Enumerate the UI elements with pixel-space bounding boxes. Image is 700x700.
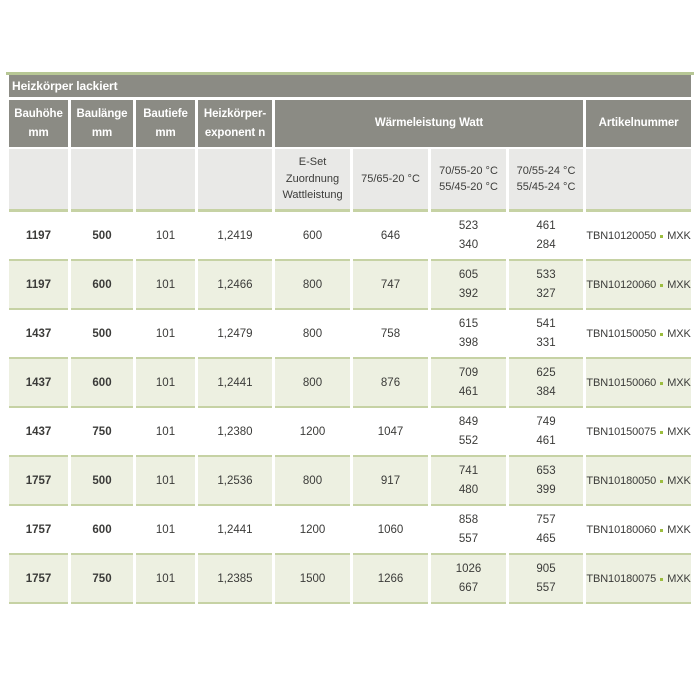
cell-exponent: 1,2466 [198, 259, 272, 308]
subheader-7055-24 [509, 147, 583, 209]
watt-value-top: 757 [536, 514, 556, 527]
watt-value-top: 749 [536, 416, 556, 429]
watt-value-bottom: 480 [458, 483, 479, 496]
subheader-eset-line3: Wattleistung [282, 189, 343, 202]
watt-value-top: 1026 [455, 563, 482, 576]
cell-exponent: 1,2380 [198, 406, 272, 455]
cell-watt-7055-20 [431, 504, 506, 553]
col-header-bautiefe-line2: mm [155, 126, 176, 139]
spec-table [6, 75, 694, 604]
cell-artikelnummer [586, 209, 691, 259]
cell-bautiefe: 101 [136, 406, 195, 455]
watt-value-bottom: 465 [536, 532, 556, 545]
cell-artikelnummer [586, 308, 691, 357]
artikel-suffix: MXK [667, 474, 691, 487]
subheader-eset-line1: E-Set [298, 156, 327, 169]
table-body [9, 209, 691, 604]
cell-watt-7055-24 [509, 308, 583, 357]
table-row [9, 308, 691, 357]
subheader-eset-line2: Zuordnung [285, 172, 340, 185]
cell-eset-wattleistung: 1500 [275, 553, 350, 604]
table-title: Heizkörper lackiert [9, 75, 691, 97]
green-dot-separator [660, 333, 663, 336]
cell-exponent: 1,2441 [198, 357, 272, 406]
column-header-row [9, 97, 691, 147]
table-row [9, 259, 691, 308]
cell-eset-wattleistung: 800 [275, 357, 350, 406]
cell-baulaenge: 600 [71, 504, 133, 553]
cell-watt-7055-20 [431, 209, 506, 259]
col-header-baulaenge-line2: mm [91, 126, 113, 139]
watt-value-bottom: 461 [458, 385, 479, 398]
watt-value-bottom: 552 [458, 434, 479, 447]
cell-exponent: 1,2536 [198, 455, 272, 504]
cell-artikelnummer [586, 357, 691, 406]
cell-eset-wattleistung: 600 [275, 209, 350, 259]
subheader-7055-20-line1: 70/55-20 °C [439, 164, 498, 177]
subheader-7055-20 [431, 147, 506, 209]
green-dot-separator [660, 235, 663, 238]
watt-value-bottom: 667 [458, 581, 479, 594]
watt-value-bottom: 340 [458, 238, 479, 251]
cell-bautiefe: 101 [136, 553, 195, 604]
cell-watt-7055-20 [431, 357, 506, 406]
cell-watt-7055-20 [431, 406, 506, 455]
cell-bauhoehe: 1437 [9, 406, 68, 455]
cell-watt-7565: 1266 [353, 553, 428, 604]
cell-watt-7055-20 [431, 455, 506, 504]
cell-artikelnummer [586, 553, 691, 604]
artikel-code: TBN10150060 [586, 376, 657, 389]
cell-artikelnummer [586, 406, 691, 455]
cell-watt-7565: 1047 [353, 406, 428, 455]
watt-value-top: 905 [536, 563, 556, 576]
cell-watt-7565: 747 [353, 259, 428, 308]
artikel-suffix: MXK [667, 278, 691, 291]
green-dot-separator [660, 284, 663, 287]
col-header-bauhoehe [9, 97, 68, 147]
cell-artikelnummer [586, 504, 691, 553]
subheader-spacer-bauhoehe [9, 147, 68, 209]
cell-bautiefe: 101 [136, 504, 195, 553]
cell-watt-7565: 1060 [353, 504, 428, 553]
watt-value-bottom: 331 [536, 336, 556, 349]
watt-value-top: 741 [458, 465, 479, 478]
cell-bautiefe: 101 [136, 308, 195, 357]
cell-baulaenge: 750 [71, 553, 133, 604]
watt-value-top: 858 [458, 514, 479, 527]
table-row [9, 455, 691, 504]
watt-value-top: 523 [458, 220, 479, 233]
cell-bautiefe: 101 [136, 209, 195, 259]
watt-value-bottom: 461 [536, 434, 556, 447]
artikel-suffix: MXK [667, 572, 691, 585]
cell-exponent: 1,2479 [198, 308, 272, 357]
watt-value-top: 653 [536, 465, 556, 478]
cell-bautiefe: 101 [136, 357, 195, 406]
watt-value-top: 541 [536, 318, 556, 331]
green-dot-separator [660, 578, 663, 581]
watt-value-bottom: 392 [458, 287, 479, 300]
artikel-code: TBN10120060 [586, 278, 657, 291]
artikel-code: TBN10120050 [586, 229, 657, 242]
col-header-exponent-line2: exponent n [204, 126, 266, 139]
table-row [9, 504, 691, 553]
cell-watt-7565: 876 [353, 357, 428, 406]
subheader-spacer-artikelnummer [586, 147, 691, 209]
cell-watt-7055-24 [509, 209, 583, 259]
cell-bautiefe: 101 [136, 455, 195, 504]
subheader-spacer-bautiefe [136, 147, 195, 209]
cell-baulaenge: 750 [71, 406, 133, 455]
cell-bauhoehe: 1757 [9, 553, 68, 604]
green-dot-separator [660, 431, 663, 434]
subheader-spacer-baulaenge [71, 147, 133, 209]
artikel-code: TBN10180075 [586, 572, 657, 585]
col-header-artikelnummer: Artikelnummer [586, 97, 691, 147]
cell-watt-7055-24 [509, 259, 583, 308]
cell-watt-7055-24 [509, 504, 583, 553]
col-header-baulaenge-line1: Baulänge [76, 108, 128, 121]
subheader-7055-24-line2: 55/45-24 °C [516, 181, 576, 193]
col-header-waermeleistung: Wärmeleistung Watt [275, 97, 583, 147]
watt-value-bottom: 398 [458, 336, 479, 349]
cell-watt-7055-20 [431, 259, 506, 308]
cell-watt-7565: 646 [353, 209, 428, 259]
cell-baulaenge: 500 [71, 308, 133, 357]
cell-watt-7055-24 [509, 357, 583, 406]
artikel-code: TBN10150075 [586, 425, 657, 438]
watt-value-bottom: 557 [458, 532, 479, 545]
cell-eset-wattleistung: 800 [275, 308, 350, 357]
watt-value-bottom: 384 [536, 385, 556, 398]
col-header-exponent [198, 97, 272, 147]
cell-artikelnummer [586, 259, 691, 308]
cell-watt-7055-20 [431, 553, 506, 604]
cell-baulaenge: 600 [71, 357, 133, 406]
col-header-exponent-line1: Heizkörper- [203, 108, 267, 121]
cell-bautiefe: 101 [136, 259, 195, 308]
watt-value-top: 461 [536, 220, 556, 233]
cell-watt-7055-24 [509, 406, 583, 455]
sub-header-row [9, 147, 691, 209]
watt-value-top: 615 [458, 318, 479, 331]
watt-value-bottom: 557 [536, 581, 556, 594]
artikel-code: TBN10180060 [586, 523, 657, 536]
col-header-bautiefe [136, 97, 195, 147]
subheader-7055-24-line1: 70/55-24 °C [516, 164, 576, 177]
cell-bauhoehe: 1757 [9, 455, 68, 504]
cell-exponent: 1,2441 [198, 504, 272, 553]
cell-bauhoehe: 1197 [9, 259, 68, 308]
watt-value-top: 533 [536, 269, 556, 282]
watt-value-top: 849 [458, 416, 479, 429]
col-header-baulaenge [71, 97, 133, 147]
artikel-suffix: MXK [667, 229, 691, 242]
table-row [9, 209, 691, 259]
cell-baulaenge: 600 [71, 259, 133, 308]
cell-baulaenge: 500 [71, 455, 133, 504]
subheader-7565-line1: 75/65-20 °C [361, 172, 420, 185]
cell-watt-7055-20 [431, 308, 506, 357]
cell-bauhoehe: 1757 [9, 504, 68, 553]
green-dot-separator [660, 480, 663, 483]
cell-bauhoehe: 1437 [9, 308, 68, 357]
cell-eset-wattleistung: 1200 [275, 504, 350, 553]
artikel-suffix: MXK [667, 425, 691, 438]
watt-value-bottom: 399 [536, 483, 556, 496]
subheader-spacer-exponent [198, 147, 272, 209]
table-row [9, 406, 691, 455]
watt-value-top: 605 [458, 269, 479, 282]
radiator-spec-table [6, 72, 694, 604]
cell-bauhoehe: 1437 [9, 357, 68, 406]
cell-eset-wattleistung: 1200 [275, 406, 350, 455]
cell-watt-7565: 758 [353, 308, 428, 357]
green-dot-separator [660, 382, 663, 385]
cell-bauhoehe: 1197 [9, 209, 68, 259]
cell-exponent: 1,2419 [198, 209, 272, 259]
artikel-suffix: MXK [667, 523, 691, 536]
table-title-row [9, 75, 691, 97]
col-header-bauhoehe-line2: mm [28, 126, 49, 139]
col-header-bauhoehe-line1: Bauhöhe [14, 108, 63, 121]
artikel-code: TBN10180050 [586, 474, 657, 487]
artikel-suffix: MXK [667, 376, 691, 389]
watt-value-bottom: 327 [536, 287, 556, 300]
cell-exponent: 1,2385 [198, 553, 272, 604]
artikel-suffix: MXK [667, 327, 691, 340]
col-header-bautiefe-line1: Bautiefe [143, 108, 188, 121]
subheader-eset [275, 147, 350, 209]
cell-artikelnummer [586, 455, 691, 504]
watt-value-bottom: 284 [536, 238, 556, 251]
table-row [9, 357, 691, 406]
subheader-7055-20-line2: 55/45-20 °C [439, 181, 498, 193]
watt-value-top: 709 [458, 367, 479, 380]
cell-watt-7055-24 [509, 553, 583, 604]
watt-value-top: 625 [536, 367, 556, 380]
cell-eset-wattleistung: 800 [275, 455, 350, 504]
cell-watt-7055-24 [509, 455, 583, 504]
cell-eset-wattleistung: 800 [275, 259, 350, 308]
cell-watt-7565: 917 [353, 455, 428, 504]
green-dot-separator [660, 529, 663, 532]
cell-baulaenge: 500 [71, 209, 133, 259]
artikel-code: TBN10150050 [586, 327, 657, 340]
table-row [9, 553, 691, 604]
subheader-7565 [353, 147, 428, 209]
